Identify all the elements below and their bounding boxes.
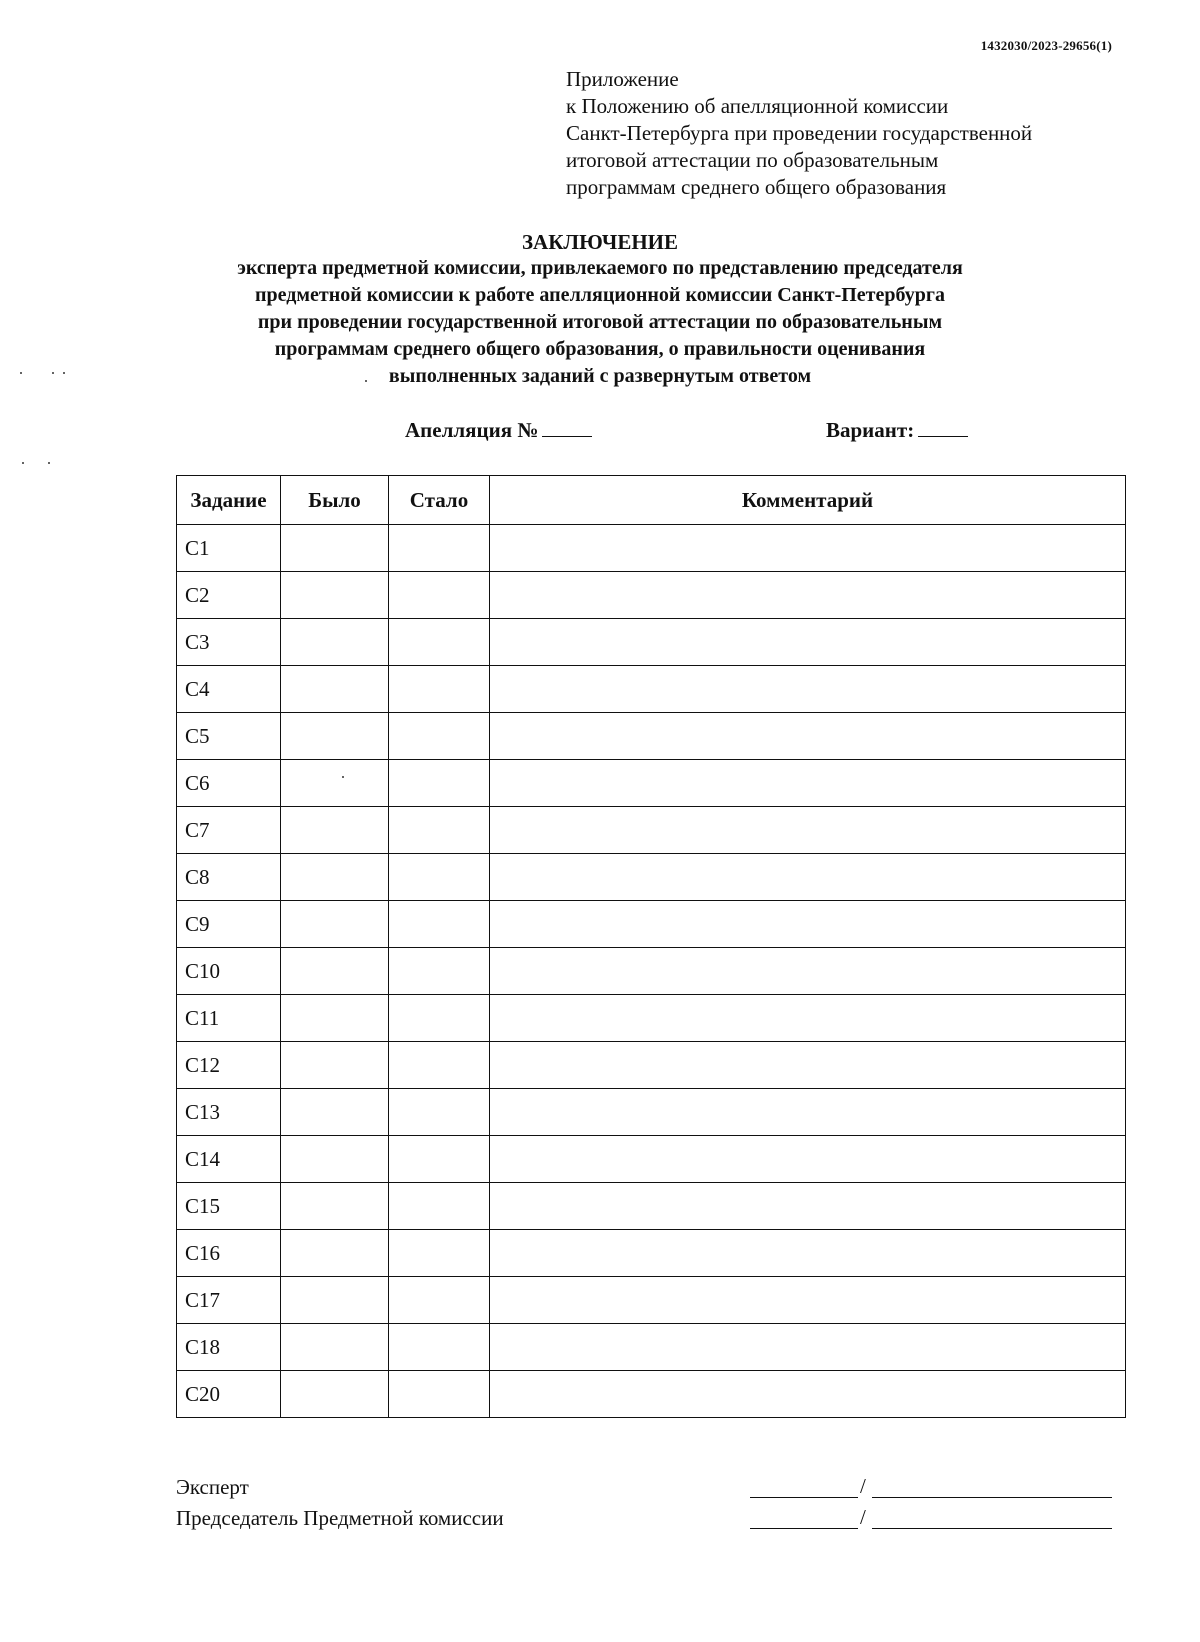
signature-separator: /: [860, 1505, 866, 1529]
task-cell: C7: [177, 807, 281, 854]
comment-cell[interactable]: [490, 1277, 1126, 1324]
comment-cell[interactable]: [490, 807, 1126, 854]
comment-cell[interactable]: [490, 713, 1126, 760]
new-score-cell[interactable]: [389, 1230, 490, 1277]
signature-blank: [750, 1528, 858, 1529]
new-score-cell[interactable]: [389, 807, 490, 854]
was-score-cell[interactable]: [281, 1089, 389, 1136]
table-row: [177, 1371, 1126, 1418]
scan-speck: [22, 462, 24, 464]
name-blank: [872, 1528, 1112, 1529]
was-score-cell[interactable]: [281, 1230, 389, 1277]
scan-speck: [48, 462, 50, 464]
appendix-line: Санкт-Петербурга при проведении государственной: [566, 121, 1033, 145]
signature-row-expert: [176, 1472, 1126, 1503]
signature-label: Эксперт: [176, 1475, 249, 1499]
new-score-cell[interactable]: [389, 1042, 490, 1089]
signature-line[interactable]: [750, 1507, 1112, 1529]
subtitle-line: выполненных заданий с развернутым ответом: [388, 365, 812, 387]
table-row: [177, 525, 1126, 572]
task-cell: C4: [177, 666, 281, 713]
signature-block: [176, 1472, 1126, 1534]
table-row: [177, 666, 1126, 713]
signature-line[interactable]: [750, 1476, 1112, 1498]
task-cell: C2: [177, 572, 281, 619]
task-cell: C1: [177, 525, 281, 572]
table-row: [177, 619, 1126, 666]
was-score-cell[interactable]: [281, 525, 389, 572]
name-blank: [872, 1497, 1112, 1498]
table-row: [177, 1324, 1126, 1371]
comment-cell[interactable]: [490, 1136, 1126, 1183]
appendix-note: [566, 66, 1126, 201]
table-row: [177, 1136, 1126, 1183]
comment-cell[interactable]: [490, 854, 1126, 901]
task-cell: C14: [177, 1136, 281, 1183]
comment-cell[interactable]: [490, 1371, 1126, 1418]
signature-row-chair: [176, 1503, 1126, 1534]
was-score-cell[interactable]: [281, 713, 389, 760]
comment-cell[interactable]: [490, 995, 1126, 1042]
new-score-cell[interactable]: [389, 948, 490, 995]
task-cell: C17: [177, 1277, 281, 1324]
header-was: Было: [281, 476, 389, 525]
subtitle-line: при проведении государственной итоговой аттестации по образовательным: [257, 311, 943, 333]
subtitle-line: программам среднего общего образования, о правильности оценивания: [274, 338, 926, 360]
was-score-cell[interactable]: [281, 948, 389, 995]
was-score-cell[interactable]: [281, 1277, 389, 1324]
grades-table-body: [177, 525, 1126, 1418]
new-score-cell[interactable]: [389, 901, 490, 948]
new-score-cell[interactable]: [389, 760, 490, 807]
was-score-cell[interactable]: [281, 1136, 389, 1183]
task-cell: C8: [177, 854, 281, 901]
grades-table: [176, 475, 1126, 1418]
new-score-cell[interactable]: [389, 1136, 490, 1183]
task-cell: C20: [177, 1371, 281, 1418]
title-block: [100, 229, 1100, 390]
scan-speck: [52, 372, 54, 374]
was-score-cell[interactable]: [281, 760, 389, 807]
subtitle-line: предметной комиссии к работе апелляционной комиссии Санкт-Петербурга: [255, 284, 945, 306]
appendix-line: программам среднего общего образования: [566, 175, 947, 199]
new-score-cell[interactable]: [389, 854, 490, 901]
task-cell: C9: [177, 901, 281, 948]
comment-cell[interactable]: [490, 948, 1126, 995]
signature-label: Председатель Предметной комиссии: [176, 1506, 504, 1530]
scan-speck: [342, 776, 344, 778]
comment-cell[interactable]: [490, 1324, 1126, 1371]
table-row: [177, 713, 1126, 760]
table-header-row: [177, 476, 1126, 525]
comment-cell[interactable]: [490, 1183, 1126, 1230]
new-score-cell[interactable]: [389, 525, 490, 572]
task-cell: C11: [177, 995, 281, 1042]
table-row: [177, 1183, 1126, 1230]
scan-speck: [365, 380, 367, 382]
comment-cell[interactable]: [490, 1230, 1126, 1277]
new-score-cell[interactable]: [389, 619, 490, 666]
task-cell: C3: [177, 619, 281, 666]
table-row: [177, 995, 1126, 1042]
comment-cell[interactable]: [490, 619, 1126, 666]
was-score-cell[interactable]: [281, 854, 389, 901]
task-cell: C18: [177, 1324, 281, 1371]
table-row: [177, 948, 1126, 995]
document-id: 1432030/2023-29656(1): [980, 38, 1112, 53]
header-now: Стало: [389, 476, 490, 525]
appendix-line: итоговой аттестации по образовательным: [566, 148, 939, 172]
header-comment: Комментарий: [490, 476, 1126, 525]
task-cell: C16: [177, 1230, 281, 1277]
was-score-cell[interactable]: [281, 995, 389, 1042]
new-score-cell[interactable]: [389, 1183, 490, 1230]
variant-blank[interactable]: [918, 418, 968, 437]
new-score-cell[interactable]: [389, 666, 490, 713]
appendix-line: Приложение: [566, 67, 679, 91]
new-score-cell[interactable]: [389, 995, 490, 1042]
new-score-cell[interactable]: [389, 1324, 490, 1371]
was-score-cell[interactable]: [281, 1183, 389, 1230]
was-score-cell[interactable]: [281, 1042, 389, 1089]
header-task: Задание: [177, 476, 281, 525]
task-cell: C12: [177, 1042, 281, 1089]
comment-cell[interactable]: [490, 760, 1126, 807]
appeal-label: Апелляция №: [405, 418, 539, 442]
was-score-cell[interactable]: [281, 1324, 389, 1371]
task-cell: C6: [177, 760, 281, 807]
signature-blank: [750, 1497, 858, 1498]
table-row: [177, 807, 1126, 854]
was-score-cell[interactable]: [281, 901, 389, 948]
new-score-cell[interactable]: [389, 572, 490, 619]
variant-field: [826, 418, 968, 443]
comment-cell[interactable]: [490, 666, 1126, 713]
table-row: [177, 901, 1126, 948]
table-row: [177, 1042, 1126, 1089]
comment-cell[interactable]: [490, 1042, 1126, 1089]
table-row: [177, 1277, 1126, 1324]
was-score-cell[interactable]: [281, 1371, 389, 1418]
table-row: [177, 1089, 1126, 1136]
signature-separator: /: [860, 1474, 866, 1498]
table-row: [177, 1230, 1126, 1277]
appendix-line: к Положению об апелляционной комиссии: [566, 94, 949, 118]
new-score-cell[interactable]: [389, 1371, 490, 1418]
variant-label: Вариант:: [826, 418, 915, 442]
task-cell: C5: [177, 713, 281, 760]
table-row: [177, 572, 1126, 619]
was-score-cell[interactable]: [281, 666, 389, 713]
appeal-number-field: [405, 418, 592, 443]
scan-speck: [63, 372, 65, 374]
new-score-cell[interactable]: [389, 1089, 490, 1136]
scan-speck: [20, 372, 22, 374]
document-title: ЗАКЛЮЧЕНИЕ: [521, 230, 679, 254]
was-score-cell[interactable]: [281, 807, 389, 854]
comment-cell[interactable]: [490, 572, 1126, 619]
table-row: [177, 854, 1126, 901]
new-score-cell[interactable]: [389, 713, 490, 760]
table-row: [177, 760, 1126, 807]
comment-cell[interactable]: [490, 1089, 1126, 1136]
comment-cell[interactable]: [490, 901, 1126, 948]
new-score-cell[interactable]: [389, 1277, 490, 1324]
comment-cell[interactable]: [490, 525, 1126, 572]
was-score-cell[interactable]: [281, 619, 389, 666]
task-cell: C10: [177, 948, 281, 995]
subtitle-line: эксперта предметной комиссии, привлекаемого по представлению председателя: [237, 257, 963, 279]
appeal-number-blank[interactable]: [542, 418, 592, 437]
was-score-cell[interactable]: [281, 572, 389, 619]
task-cell: C15: [177, 1183, 281, 1230]
task-cell: C13: [177, 1089, 281, 1136]
